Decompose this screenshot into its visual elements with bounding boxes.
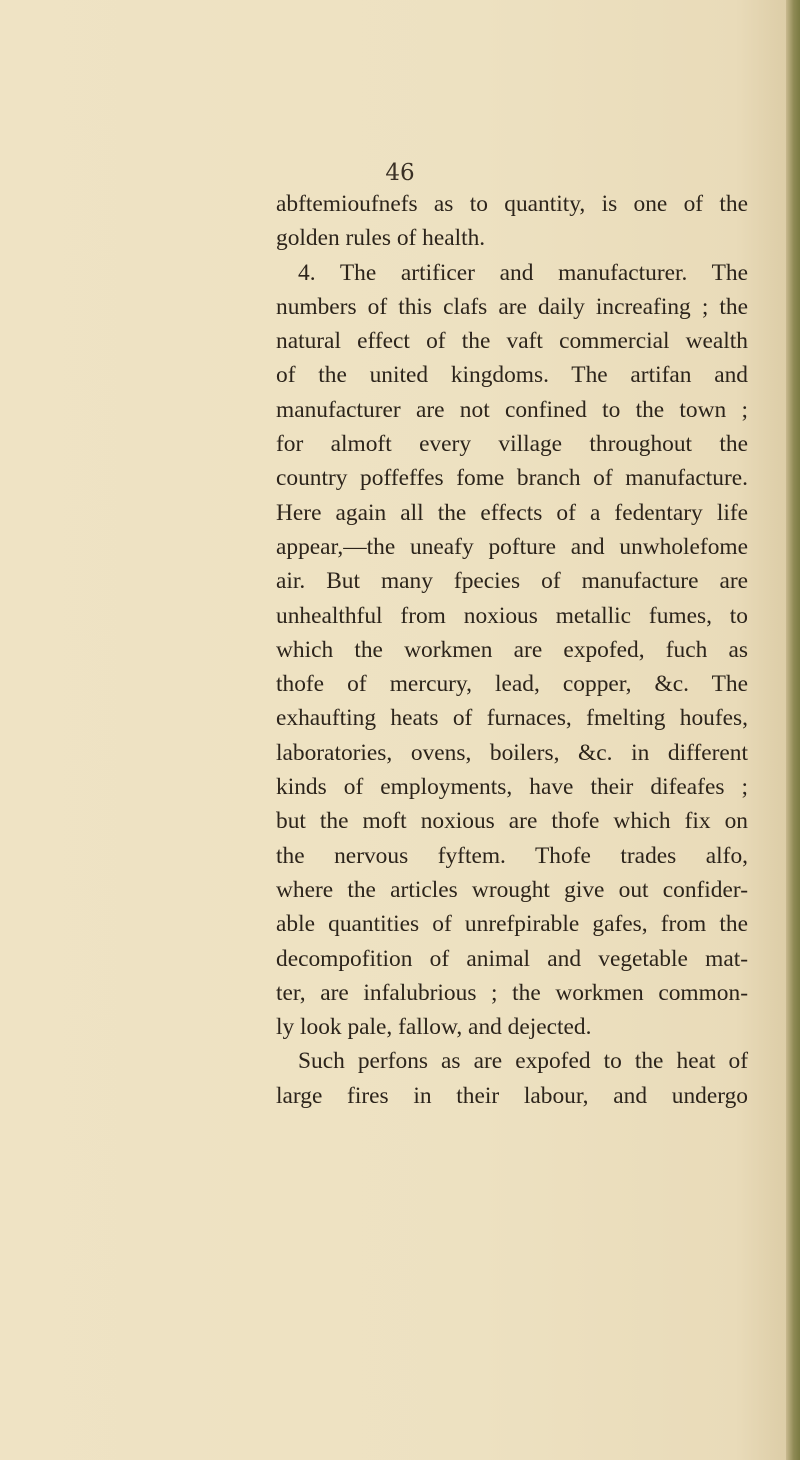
text-line: but the moft noxious are thofe which fix on	[276, 808, 748, 835]
text-line: large fires in their labour, and undergo	[276, 1082, 748, 1109]
body-text	[276, 187, 748, 1113]
text-line: able quantities of unrefpirable gafes, from the	[276, 911, 748, 938]
text-line: natural effect of the vaft commercial wealth	[276, 328, 748, 355]
text-line: thofe of mercury, lead, copper, &c. The	[276, 671, 748, 698]
text-line: kinds of employments, have their difeafes ;	[276, 774, 748, 801]
text-line: Such perfons as are expofed to the heat of	[298, 1048, 748, 1075]
text-line: laboratories, ovens, boilers, &c. in different	[276, 739, 748, 766]
text-line: abftemioufnefs as to quantity, is one of the	[276, 191, 748, 217]
text-line: country poffeffes fome branch of manufacture.	[276, 465, 748, 492]
text-line: which the workmen are expofed, fuch as	[276, 636, 748, 663]
text-line: Here again all the effects of a fedentary life	[276, 499, 748, 526]
text-line: manufacturer are not confined to the town ;	[276, 396, 748, 423]
text-line: where the articles wrought give out confider-	[276, 876, 748, 903]
text-line: the nervous fyftem. Thofe trades alfo,	[276, 842, 748, 869]
text-line: decompofition of animal and vegetable mat-	[276, 945, 748, 972]
text-line: 4. The artificer and manufacturer. The	[298, 259, 748, 286]
text-line: golden rules of health.	[276, 225, 486, 252]
text-line: air. But many fpecies of manufacture are	[276, 568, 748, 595]
text-line: numbers of this clafs are daily increafing ; the	[276, 293, 748, 320]
page-edge-shadow	[786, 0, 800, 1460]
text-line: of the united kingdoms. The artifan and	[276, 362, 748, 389]
page-number: 46	[385, 160, 415, 186]
text-line: unhealthful from noxious metallic fumes, to	[276, 602, 748, 629]
text-line: ly look pale, fallow, and dejected.	[276, 1014, 592, 1041]
text-line: appear,—the uneafy pofture and unwholefome	[276, 533, 748, 560]
text-line: exhaufting heats of furnaces, fmelting houfes,	[276, 705, 748, 732]
text-line: ter, are infalubrious ; the workmen common-	[276, 979, 748, 1006]
text-line: for almoft every village throughout the	[276, 431, 748, 458]
